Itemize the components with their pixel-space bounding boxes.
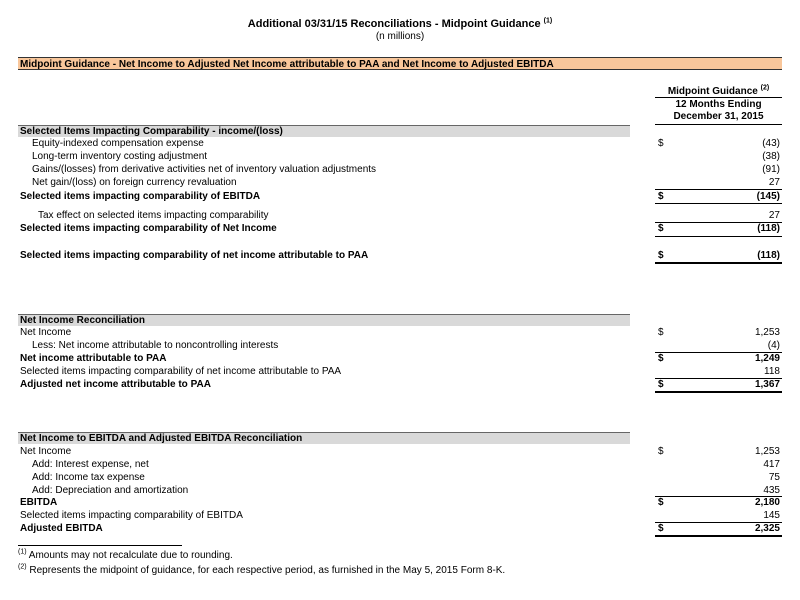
subtotal-row xyxy=(18,191,782,203)
row-label: Selected items impacting comparability of net income attributable to PAA xyxy=(20,366,342,377)
column-header-footnote-mark: (2) xyxy=(760,84,770,92)
currency-symbol: $ xyxy=(658,327,664,338)
footnote-text: Amounts may not recalculate due to rounding. xyxy=(28,550,233,561)
currency-symbol: $ xyxy=(658,446,664,457)
title-text: Additional 03/31/15 Reconciliations - Midpoint Guidance xyxy=(247,18,541,30)
footnote-text: Represents the midpoint of guidance, for each respective period, as furnished in the May 5, 2015 Form 8-K. xyxy=(29,565,506,576)
row-label: EBITDA xyxy=(20,497,58,508)
table-row xyxy=(18,138,782,150)
section-header-comparability: Selected Items Impacting Comparability - income/(loss) xyxy=(18,125,630,137)
total-row xyxy=(18,250,782,262)
table-row xyxy=(18,327,782,339)
row-value: (38) xyxy=(762,151,780,162)
section-banner: Midpoint Guidance - Net Income to Adjusted Net Income attributable to PAA and Net Income to Adjusted EBITDA xyxy=(18,57,782,70)
footnote-mark: (1) xyxy=(18,548,27,556)
total-double-rule xyxy=(655,262,782,264)
row-value: 27 xyxy=(768,177,780,188)
currency-symbol: $ xyxy=(658,523,664,534)
section-header-ebitda: Net Income to EBITDA and Adjusted EBITDA Reconciliation xyxy=(18,432,630,444)
total-row xyxy=(18,523,782,535)
table-row xyxy=(18,210,782,222)
table-row xyxy=(18,164,782,176)
currency-symbol: $ xyxy=(658,138,664,149)
footnote-mark: (2) xyxy=(18,563,27,571)
row-label: Tax effect on selected items impacting comparability xyxy=(38,210,269,221)
footnote-divider xyxy=(18,545,182,546)
row-label: Selected items impacting comparability of EBITDA xyxy=(20,191,261,202)
row-label: Selected items impacting comparability of EBITDA xyxy=(20,510,243,521)
column-header-underline xyxy=(655,124,782,125)
table-row xyxy=(18,177,782,189)
column-header-title: Midpoint Guidance xyxy=(667,86,758,97)
row-label: Net Income xyxy=(20,327,72,338)
row-value: (118) xyxy=(757,223,780,234)
subtotal-rule xyxy=(655,189,782,190)
total-double-rule xyxy=(655,391,782,393)
row-value: 27 xyxy=(768,210,780,221)
currency-symbol: $ xyxy=(658,191,664,202)
row-label: Add: Income tax expense xyxy=(32,472,145,483)
row-value: (4) xyxy=(767,340,780,351)
row-label: Less: Net income attributable to noncontrolling interests xyxy=(32,340,279,351)
row-value: 1,367 xyxy=(754,379,780,390)
title-footnote-mark: (1) xyxy=(543,17,553,25)
subtotal-underline xyxy=(655,236,782,237)
subtotal-row xyxy=(18,497,782,509)
row-value: (43) xyxy=(762,138,780,149)
row-value: 118 xyxy=(764,366,780,377)
column-header-line2: 12 Months Ending xyxy=(675,99,762,110)
row-label: Selected items impacting comparability of Net Income xyxy=(20,223,277,234)
row-value: 435 xyxy=(763,485,780,496)
row-value: 1,253 xyxy=(754,446,780,457)
row-value: 2,325 xyxy=(754,523,780,534)
page-title xyxy=(0,18,800,30)
row-value: 2,180 xyxy=(754,497,780,508)
row-value: (91) xyxy=(762,164,780,175)
row-label: Adjusted EBITDA xyxy=(20,523,103,534)
footnote-1 xyxy=(18,550,233,561)
row-value: 1,253 xyxy=(754,327,780,338)
currency-symbol: $ xyxy=(658,250,664,261)
subtotal-underline xyxy=(655,203,782,204)
row-label: Long-term inventory costing adjustment xyxy=(32,151,208,162)
row-label: Net income attributable to PAA xyxy=(20,353,167,364)
row-label: Net Income xyxy=(20,446,72,457)
row-value: (118) xyxy=(757,250,780,261)
total-double-rule xyxy=(655,535,782,537)
total-row xyxy=(18,379,782,391)
row-label: Gains/(losses) from derivative activities net of inventory valuation adjustments xyxy=(32,164,377,175)
subtotal-row xyxy=(18,353,782,365)
row-value: 75 xyxy=(768,472,780,483)
page-subtitle: (n millions) xyxy=(375,31,425,42)
column-header-line3: December 31, 2015 xyxy=(673,111,764,122)
row-value: 145 xyxy=(763,510,780,521)
row-label: Add: Interest expense, net xyxy=(32,459,149,470)
footnote-2 xyxy=(18,565,505,576)
row-label: Adjusted net income attributable to PAA xyxy=(20,379,211,390)
row-label: Selected items impacting comparability of net income attributable to PAA xyxy=(20,250,369,261)
currency-symbol: $ xyxy=(658,379,664,390)
table-row xyxy=(18,151,782,163)
currency-symbol: $ xyxy=(658,353,664,364)
table-row xyxy=(18,472,782,484)
column-header-rule xyxy=(655,97,782,98)
section-header-net-income: Net Income Reconciliation xyxy=(18,314,630,326)
table-row xyxy=(18,459,782,471)
table-row xyxy=(18,446,782,458)
row-value: 1,249 xyxy=(754,353,780,364)
row-value: (145) xyxy=(756,191,780,202)
currency-symbol: $ xyxy=(658,497,664,508)
table-row xyxy=(18,510,782,522)
row-label: Equity-indexed compensation expense xyxy=(32,138,204,149)
subtotal-row xyxy=(18,223,782,235)
row-value: 417 xyxy=(763,459,780,470)
column-header-line1 xyxy=(655,86,782,97)
row-label: Add: Depreciation and amortization xyxy=(32,485,189,496)
currency-symbol: $ xyxy=(658,223,664,234)
row-label: Net gain/(loss) on foreign currency revaluation xyxy=(32,177,237,188)
table-row xyxy=(18,366,782,378)
table-row xyxy=(18,340,782,352)
